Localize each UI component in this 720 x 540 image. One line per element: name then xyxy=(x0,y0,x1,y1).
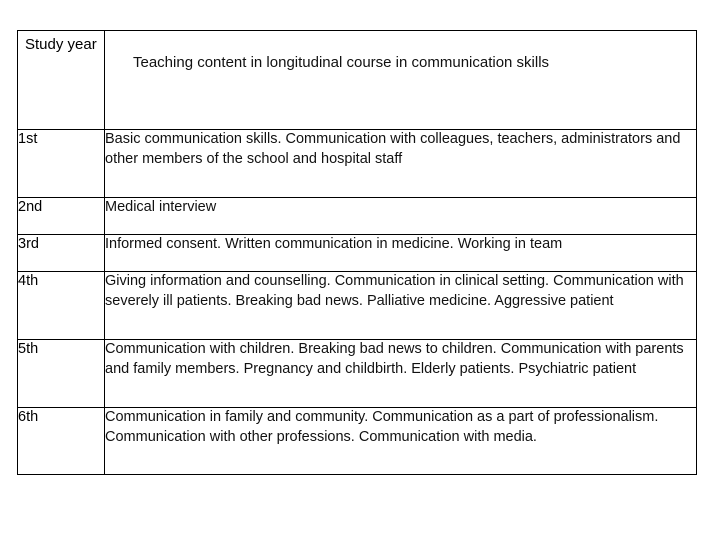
header-teaching-content: Teaching content in longitudinal course in communication skills xyxy=(105,31,697,130)
header-study-year: Study year xyxy=(18,31,105,130)
row-content: Informed consent. Written communication in medicine. Working in team xyxy=(105,235,697,272)
row-content: Communication with children. Breaking bad news to children. Communication with parents and family members. Pregnancy and childbirth. Elderly patients. Psychiatric patient xyxy=(105,340,697,408)
row-content: Communication in family and community. Communication as a part of professionalism. Communication with other professions. Communication with media. xyxy=(105,408,697,475)
table-row xyxy=(18,198,697,235)
table-row xyxy=(18,235,697,272)
table-row xyxy=(18,130,697,198)
row-year: 5th xyxy=(18,340,105,408)
row-content: Giving information and counselling. Communication in clinical setting. Communication with severely ill patients. Breaking bad news. Palliative medicine. Aggressive patient xyxy=(105,272,697,340)
row-year: 3rd xyxy=(18,235,105,272)
curriculum-table xyxy=(17,30,697,475)
table-row xyxy=(18,340,697,408)
table-row xyxy=(18,272,697,340)
row-content: Basic communication skills. Communication with colleagues, teachers, administrators and other members of the school and hospital staff xyxy=(105,130,697,198)
table-row xyxy=(18,408,697,475)
row-year: 6th xyxy=(18,408,105,475)
table-header-row xyxy=(18,31,697,130)
row-year: 4th xyxy=(18,272,105,340)
row-year: 2nd xyxy=(18,198,105,235)
row-content: Medical interview xyxy=(105,198,697,235)
row-year: 1st xyxy=(18,130,105,198)
